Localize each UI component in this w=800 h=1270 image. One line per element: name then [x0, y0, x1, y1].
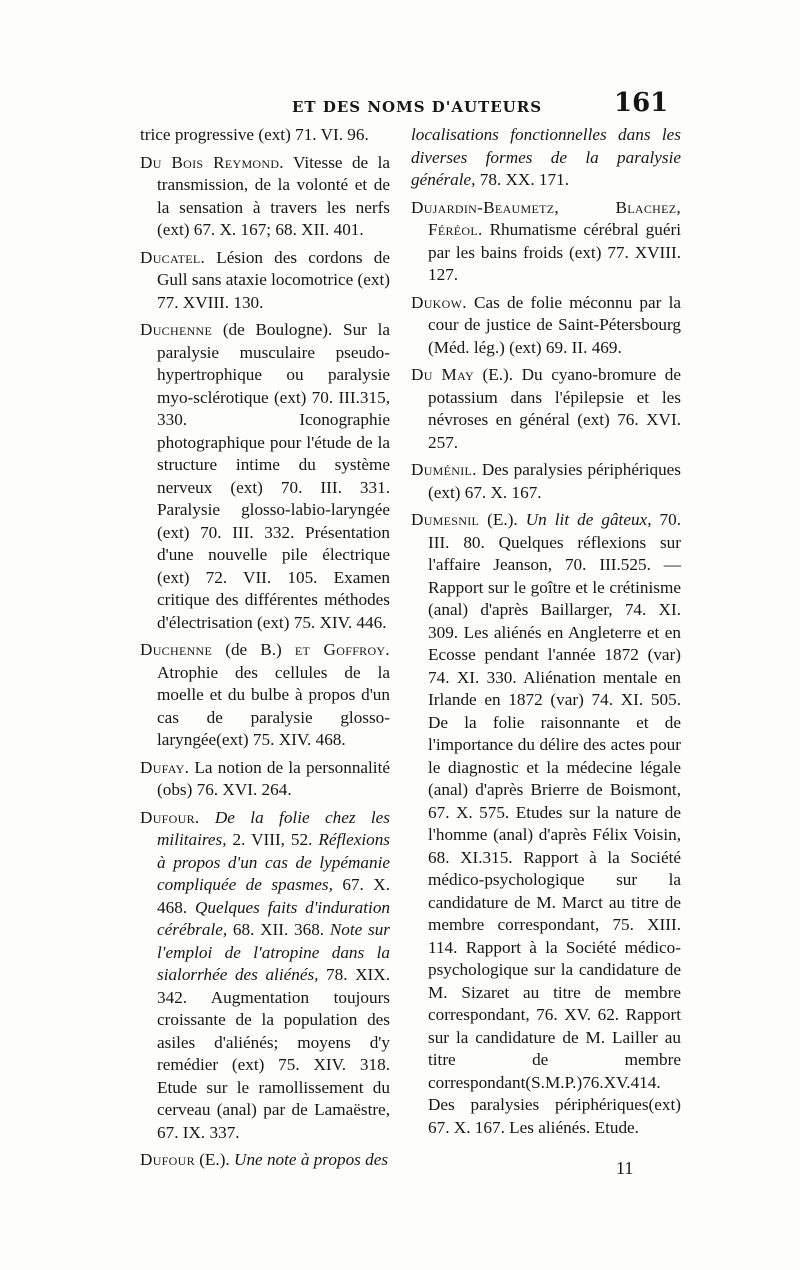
work-title: Réflexions à propos d'un cas de lypémanie compliquée de spasmes, — [157, 830, 390, 894]
index-entry — [140, 319, 390, 634]
index-entry — [140, 639, 390, 752]
index-entry — [140, 757, 390, 802]
entry-text: 68. XII. 368. — [227, 920, 330, 939]
author-name: Duchenne — [140, 320, 213, 339]
index-entry — [140, 152, 390, 242]
author-name: Du May — [411, 365, 474, 384]
work-title: De la folie chez les militaires, — [157, 807, 390, 849]
index-entry — [411, 459, 681, 504]
work-title: Note sur l'emploi de l'atropine dans la sialorrhée des aliénés, — [157, 920, 390, 984]
index-entry — [140, 124, 390, 147]
printer-signature: 11 — [616, 1158, 634, 1178]
author-name: Du Bois Reymond. — [140, 152, 284, 172]
author-name: Duchenne — [140, 640, 213, 659]
left-column — [140, 124, 390, 1172]
index-entry — [140, 807, 390, 1145]
entry-text: (E.). — [479, 510, 526, 529]
index-entry — [411, 124, 681, 192]
page-header-title: ET DES NOMS D'AUTEURS — [292, 98, 543, 116]
entry-text: trice progressive (ext) 71. VI. 96. — [140, 125, 369, 144]
entry-text: Rhumatisme cérébral guéri par les bains froids (ext) 77. XVIII. 127. — [428, 220, 681, 284]
author-name: Dukow. — [411, 292, 467, 312]
entry-text: 78. XX. 171. — [475, 170, 570, 189]
author-name: Dufay. — [140, 757, 190, 777]
work-title: localisations fonctionnelles dans les diverses formes de la paralysie générale, — [411, 125, 681, 189]
entry-text: (de Boulogne). Sur la paralysie musculaire pseudo-hypertrophique ou paralysie myo-sclérotique (ext) 70. III.315, 330. Iconographie photographique pour l'étude de la structure intime du système nerveux (ext) 70. III. 331. Paralysie glosso-labio-laryngée (ext) 70. III. 332. Présentation d'une nouvelle pile électrique (ext) 72. VII. 105. Examen critique des différentes méthodes d'électrisation (ext) 75. XIV. 446. — [157, 320, 390, 632]
entry-text: Des paralysies périphériques (ext) 67. X. 167. — [428, 460, 681, 502]
author-name: Ducatel. — [140, 247, 206, 267]
entry-text: (E.). Du cyano-bromure de potassium dans l'épilepsie et les névroses en général (ext) 76. XVI. 257. — [428, 365, 681, 452]
author-name: Dufour — [140, 1150, 195, 1169]
index-entry — [140, 1149, 390, 1172]
index-entry — [411, 197, 681, 287]
entry-text: 67. X. 468. — [157, 875, 390, 917]
author-name: Dufour. — [140, 807, 200, 827]
author-name: Goffroy. — [310, 640, 390, 659]
entry-text: Vitesse de la transmission, de la volonté et de la sensation à travers les nerfs (ext) 67. X. 167; 68. XII. 401. — [157, 152, 390, 239]
author-name: Duménil. — [411, 460, 477, 479]
work-title: Une note à propos des — [234, 1150, 389, 1169]
entry-text: La notion de la personnalité (obs) 76. XVI. 264. — [157, 757, 390, 799]
index-entry — [411, 364, 681, 454]
entry-text: (de B.) — [212, 640, 295, 659]
page-number: 161 — [614, 88, 669, 118]
entry-text: Lésion des cordons de Gull sans ataxie locomotrice (ext) 77. XVIII. 130. — [157, 247, 390, 312]
entry-text: 70. III. 80. Quelques réflexions sur l'affaire Jeanson, 70. III.525. — Rapport sur le goître et le crétinisme (anal) d'après Baillarger, 74. XI. 309. Les aliénés en Angleterre et en Ecosse pendant l'année 1872 (var) 74. XI. 330. Aliénation mentale en Irlande en 1872 (var) 74. XI. 505. De la folie raisonnante et de l'importance du délire des actes pour le diagnostic et la médecine légale (anal) d'après Brierre de Boismont, 67. X. 575. Etudes sur la nature de l'homme (anal) d'après Félix Voisin, 68. XI.315. Rapport à la Société médico-psychologique sur la candidature de M. Marct au titre de membre correspondant, 75. XIII. 114. Rapport à la Société médico-psychologique sur la candidature de M. Sizaret au titre de membre correspondant, 76. XV. 62. Rapport sur la candidature de M. Lailler au titre de membre correspondant(S.M.P.)76.XV.414. Des paralysies périphériques(ext) 67. X. 167. Les aliénés. Etude. — [428, 510, 682, 1137]
entry-text: Cas de folie méconnu par la cour de justice de Saint-Pétersbourg (Méd. lég.) (ext) 69. II. 469. — [428, 292, 681, 357]
work-title: Quelques faits d'induration cérébrale, — [157, 897, 391, 939]
work-title: Un lit de gâteux, — [525, 510, 652, 529]
entry-text: 2. VIII, 52. — [226, 830, 319, 849]
entry-text: (E.). — [194, 1150, 235, 1169]
conjunction: et — [294, 640, 311, 659]
index-entry — [140, 247, 390, 315]
index-entry — [411, 509, 681, 1139]
right-column — [411, 124, 681, 1139]
entry-text: Atrophie des cellules de la moelle et du bulbe à propos d'un cas de paralysie glosso-laryngée(ext) 75. XIV. 468. — [157, 662, 390, 749]
author-name: Dumesnil — [411, 510, 480, 529]
entry-text: 78. XIX. 342. Augmentation toujours croissante de la population des asiles d'aliénés; moyens d'y remédier (ext) 75. XIV. 318. Etude sur le ramollissement du cerveau (anal) par de Lamaëstre, 67. IX. 337. — [157, 965, 390, 1142]
index-entry — [411, 292, 681, 360]
author-name: Dujardin-Beaumetz, Blachez, Féréol. — [411, 197, 681, 239]
